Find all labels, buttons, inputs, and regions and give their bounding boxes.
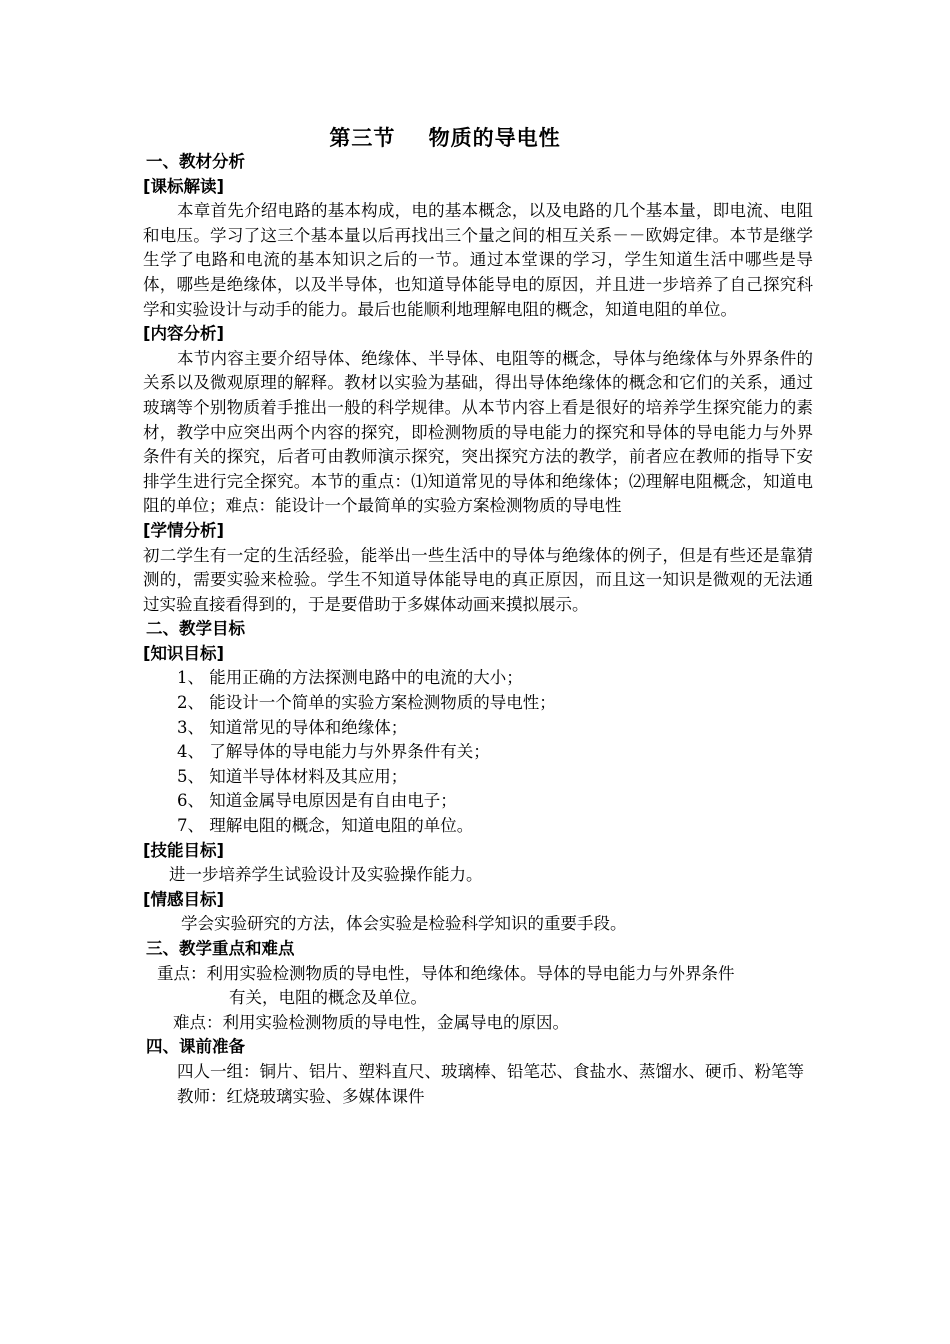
paragraph-content-analysis: 本节内容主要介绍导体、绝缘体、半导体、电阻等的概念，导体与绝缘体与外界条件的关系以及微观原理的解释。教材以实验为基础，得出导体绝缘体的概念和它们的关系，通过玻璃等个别物质着手推出一般的科学规律。从本节内容上看是很好的培养学生探究能力的素材，教学中应突出两个内容的探究，即检测物质的导电能力的探究和导体的导电能力与外界条件有关的探究，后者可由教师演示探究，突出探究方法的教学，前者应在教师的指导下安排学生进行完全探究。本节的重点：⑴知道常见的导体和绝缘体；⑵理解电阻概念，知道电阻的单位；难点：能设计一个最简单的实验方案检测物质的导电性	[143, 348, 813, 516]
paragraph-student-analysis: 初二学生有一定的生活经验，能举出一些生活中的导体与绝缘体的例子，但是有些还是靠猜测的，需要实验来检验。学生不知道导体能导电的真正原因，而且这一知识是微观的无法通过实验直接看得到的，于是要借助于多媒体动画来摸拟展示。	[143, 545, 813, 614]
subheading-student-analysis: [学情分析]	[143, 520, 225, 540]
document-body	[143, 150, 813, 1109]
knowledge-goals-list	[143, 666, 813, 838]
paragraph-group-materials: 四人一组：铜片、铝片、塑料直尺、玻璃棒、铅笔芯、食盐水、蒸馏水、硬币、粉笔等	[177, 1061, 804, 1081]
paragraph-teacher-materials: 教师：红烧玻璃实验、多媒体课件	[177, 1086, 425, 1106]
list-item: 4、 了解导体的导电能力与外界条件有关；	[177, 742, 490, 762]
section-heading-textbook-analysis: 一、教材分析	[146, 152, 245, 171]
key-point-line-1: 重点：利用实验检测物质的导电性，导体和绝缘体。导体的导电能力与外界条件	[157, 963, 735, 983]
subheading-curriculum-reading: [课标解读]	[143, 176, 225, 196]
subheading-knowledge-goals: [知识目标]	[143, 643, 225, 663]
subheading-skill-goals: [技能目标]	[143, 840, 225, 860]
section-heading-teaching-goals: 二、教学目标	[146, 619, 245, 639]
paragraph-emotional-goals: 学会实验研究的方法，体会实验是检验科学知识的重要手段。	[181, 914, 627, 934]
list-item: 5、 知道半导体材料及其应用；	[177, 766, 408, 786]
list-item: 2、 能设计一个简单的实验方案检测物质的导电性；	[177, 693, 556, 713]
subheading-content-analysis: [内容分析]	[143, 324, 225, 344]
page-title: 第三节 物质的导电性	[329, 126, 561, 150]
difficulty-line: 难点：利用实验检测物质的导电性，金属导电的原因。	[173, 1012, 569, 1032]
list-item: 7、 理解电阻的概念，知道电阻的单位。	[177, 816, 474, 836]
paragraph-curriculum-reading: 本章首先介绍电路的基本构成，电的基本概念，以及电路的几个基本量，即电流、电阻和电压。学习了这三个基本量以后再找出三个量之间的相互关系－－欧姆定律。本节是继学生学了电路和电流的基本知识之后的一节。通过本堂课的学习，学生知道生活中哪些是导体，哪些是绝缘体，以及半导体，也知道导体能导电的原因，并且进一步培养了自己探究科学和实验设计与动手的能力。最后也能顺利地理解电阻的概念，知道电阻的单位。	[143, 201, 813, 319]
list-item: 6、 知道金属导电原因是有自由电子；	[177, 791, 457, 811]
key-point-line-2: 有关，电阻的概念及单位。	[229, 988, 427, 1008]
list-item: 3、 知道常见的导体和绝缘体；	[177, 717, 408, 737]
paragraph-skill-goals: 进一步培养学生试验设计及实验操作能力。	[169, 865, 483, 885]
list-item: 1、 能用正确的方法探测电路中的电流的大小；	[177, 668, 523, 688]
subheading-emotional-goals: [情感目标]	[143, 889, 225, 909]
section-heading-preparation: 四、课前准备	[146, 1037, 245, 1057]
section-heading-key-points: 三、教学重点和难点	[146, 939, 295, 958]
